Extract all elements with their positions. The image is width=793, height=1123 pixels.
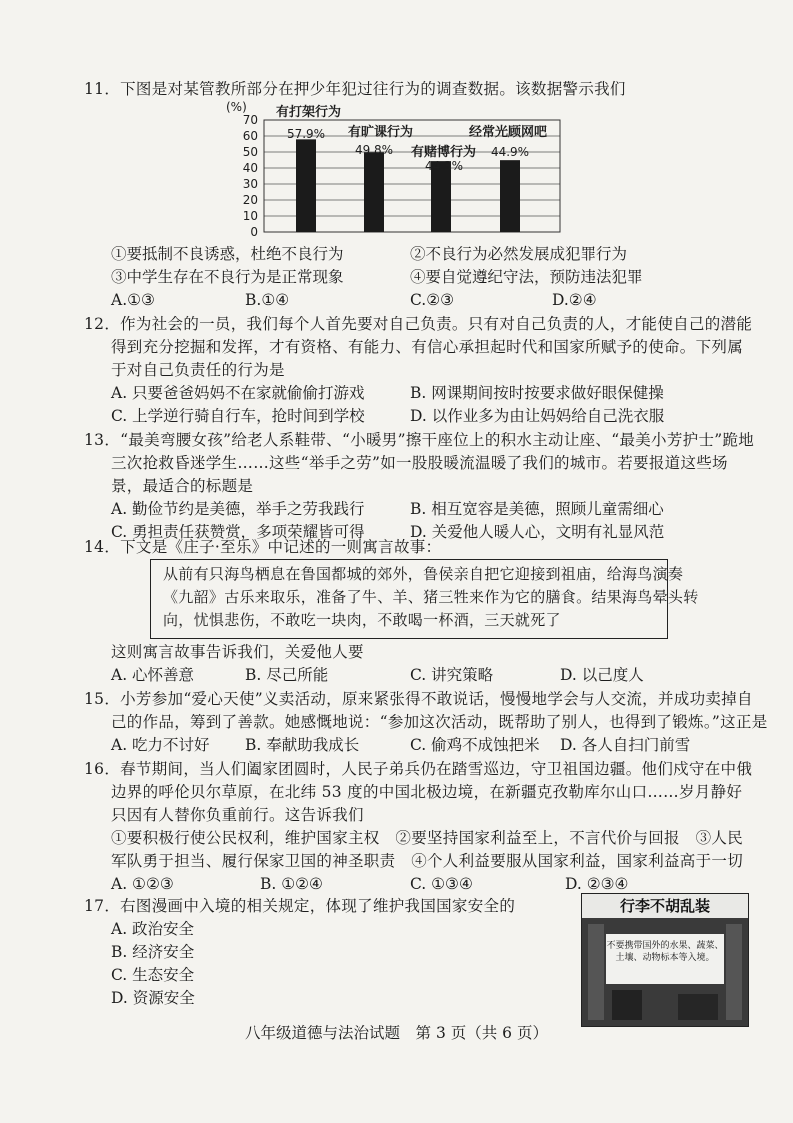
q12-option-b: B. 网课期间按时按要求做好眼保健操	[410, 384, 664, 402]
q14-line-1: 14．下文是《庄子·至乐》中记述的一则寓言故事：	[84, 538, 442, 556]
q15-line-2: 己的作品，筹到了善款。她感慨地说：“参加这次活动，既帮助了别人，也得到了锻炼。”这正是	[111, 713, 768, 731]
q12-line-3: 于对自己负责任的行为是	[111, 361, 285, 379]
q11-option-2: ②不良行为必然发展成犯罪行为	[410, 245, 628, 263]
comic-gate-right	[726, 924, 742, 1020]
q14-option-a: A. 心怀善意	[111, 666, 195, 684]
q14-option-d: D. 以己度人	[560, 666, 644, 684]
q15-option-b: B. 奉献助我成长	[245, 736, 360, 754]
q17-option-c: C. 生态安全	[111, 966, 195, 984]
q14-quote-line-3: 向，忧惧悲伤，不敢吃一块肉，不敢喝一杯酒，三天就死了	[163, 611, 561, 629]
q16-answer-c: C. ①③④	[410, 875, 473, 893]
q14-line-2: 这则寓言故事告诉我们，关爱他人要	[111, 643, 364, 661]
chart-y-tick-label: 0	[250, 225, 258, 239]
q12-option-c: C. 上学逆行骑自行车，抢时间到学校	[111, 407, 365, 425]
q16-answer-a: A. ①②③	[111, 875, 174, 893]
q13-option-c: C. 勇担责任获赞赏，多项荣耀皆可得	[111, 523, 365, 541]
chart-category-label: 有旷课行为	[348, 125, 414, 140]
q17-comic-image	[581, 893, 749, 1027]
q11-answer-d: D.②④	[552, 291, 597, 309]
q16-line-2: 边界的呼伦贝尔草原，在北纬 53 度的中国北极边境，在新疆克孜勒库尔山口……岁月静好	[111, 783, 743, 801]
q15-option-a: A. 吃力不讨好	[111, 736, 210, 754]
q14-quote-line-2: 《九韶》古乐来取乐，准备了牛、羊、猪三牲来作为它的膳食。结果海鸟晕头转	[163, 588, 699, 606]
q14-option-b: B. 尽己所能	[245, 666, 329, 684]
page-footer: 八年级道德与法治试题 第 3 页（共 6 页）	[245, 1024, 548, 1042]
chart-bar	[296, 139, 316, 232]
chart-value-label: 49.8%	[354, 143, 394, 157]
q15-option-c: C. 偷鸡不成蚀把米	[410, 736, 540, 754]
q17-option-b: B. 经济安全	[111, 943, 195, 961]
q11-option-3: ③中学生存在不良行为是正常现象	[111, 268, 344, 286]
q16-line-1: 16．春节期间，当人们阖家团圆时，人民子弟兵仍在踏雪巡边，守卫祖国边疆。他们戍守在中俄	[84, 760, 753, 778]
chart-y-tick-label: 70	[242, 113, 258, 127]
chart-bar	[364, 152, 384, 232]
q13-option-a: A. 勤俭节约是美德，举手之劳我践行	[111, 500, 365, 518]
q16-line-5: 军队勇于担当、履行保家卫国的神圣职责 ④个人利益要服从国家利益，国家利益高于一切	[111, 852, 744, 870]
q16-answer-b: B. ①②④	[260, 875, 323, 893]
q13-option-d: D. 关爱他人暖人心，文明有礼显风范	[410, 523, 665, 541]
q17-option-a: A. 政治安全	[111, 920, 195, 938]
chart-y-tick-label: 40	[242, 161, 258, 175]
q14-quote-box	[150, 559, 699, 639]
chart-category-label: 有打架行为	[276, 105, 342, 120]
chart-y-unit: (%)	[226, 100, 247, 114]
q16-line-4: ①要积极行使公民权利，维护国家主权 ②要坚持国家利益至上，不言代价与回报 ③人民	[111, 829, 744, 847]
q12-option-a: A. 只要爸爸妈妈不在家就偷偷打游戏	[111, 384, 365, 402]
q11-stem: 11．下图是对某管教所部分在押少年犯过往行为的调查数据。该数据警示我们	[84, 80, 626, 98]
chart-y-tick-label: 30	[242, 177, 258, 191]
comic-figure	[612, 990, 642, 1020]
comic-gate-left	[588, 924, 604, 1020]
q11-answer-c: C.②③	[410, 291, 455, 309]
q13-line-1: 13．“最美弯腰女孩”给老人系鞋带、“小暖男”擦干座位上的积水主动让座、“最美小芳护士”跪地	[84, 431, 755, 449]
q15-line-1: 15．小芳参加“爱心天使”义卖活动，原来紧张得不敢说话，慢慢地学会与人交流，并成功卖掉自	[84, 690, 753, 708]
chart-y-tick-label: 10	[242, 209, 258, 223]
q15-option-d: D. 各人自扫门前雪	[560, 736, 691, 754]
q17-option-d: D. 资源安全	[111, 989, 195, 1007]
q13-line-2: 三次抢救昏迷学生……这些“举手之劳”如一股股暖流温暖了我们的城市。若要报道这些场	[111, 454, 728, 472]
chart-category-label: 有赌博行为	[411, 145, 477, 160]
q11-option-4: ④要自觉遵纪守法，预防违法犯罪	[410, 268, 643, 286]
q11-answer-b: B.①④	[245, 291, 290, 309]
comic-sign: 不要携带国外的水果、蔬菜、土壤、动物标本等入境。	[606, 934, 724, 984]
q16-line-3: 只因有人替你负重前行。这告诉我们	[111, 806, 364, 824]
chart-y-tick-label: 20	[242, 193, 258, 207]
q17-line-1: 17．右图漫画中入境的相关规定，体现了维护我国国家安全的	[84, 897, 516, 915]
q11-bar-chart	[226, 98, 566, 244]
q13-option-b: B. 相互宽容是美德，照顾儿童需细心	[410, 500, 664, 518]
chart-bar	[500, 160, 520, 232]
comic-title: 行李不胡乱装	[582, 894, 748, 918]
chart-value-label: 44.9%	[490, 145, 530, 159]
q14-quote-line-1: 从前有只海鸟栖息在鲁国都城的郊外，鲁侯亲自把它迎接到祖庙，给海鸟演奏	[163, 565, 684, 583]
q14-option-c: C. 讲究策略	[410, 666, 494, 684]
q16-answer-d: D. ②③④	[565, 875, 629, 893]
q12-line-1: 12．作为社会的一员，我们每个人首先要对自己负责。只有对自己负责的人，才能使自己的潜能	[84, 315, 753, 333]
chart-y-tick-label: 60	[242, 129, 258, 143]
q13-line-3: 景，最适合的标题是	[111, 477, 254, 495]
comic-luggage	[678, 994, 718, 1020]
q12-option-d: D. 以作业多为由让妈妈给自己洗衣服	[410, 407, 665, 425]
chart-category-label: 经常光顾网吧	[469, 125, 548, 140]
q11-option-1: ①要抵制不良诱惑，杜绝不良行为	[111, 245, 344, 263]
chart-y-tick-label: 50	[242, 145, 258, 159]
q11-answer-a: A.①③	[111, 291, 155, 309]
chart-value-label: 44.3%	[424, 159, 464, 173]
q12-line-2: 得到充分挖掘和发挥，才有资格、有能力、有信心承担起时代和国家所赋予的使命。下列属	[111, 338, 744, 356]
chart-value-label: 57.9%	[286, 127, 326, 141]
